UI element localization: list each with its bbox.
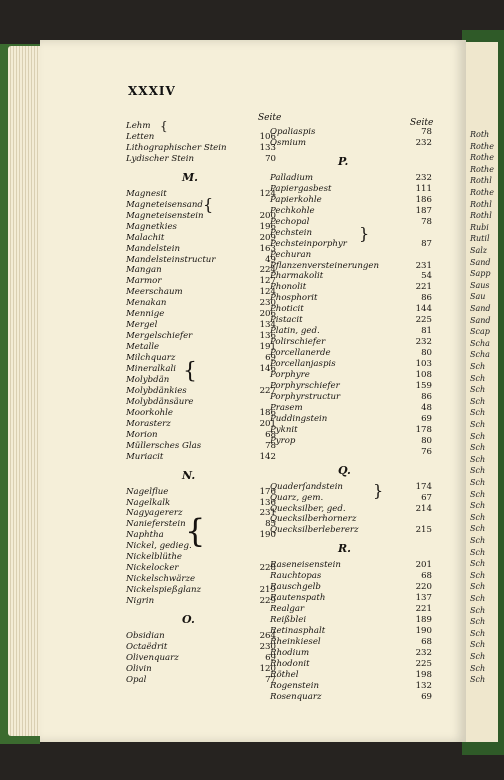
index-entry-name: Pechopal xyxy=(270,216,310,227)
facing-page-fragment: Sch xyxy=(470,536,486,545)
brace: { xyxy=(185,512,206,550)
index-entry-page: 214 xyxy=(415,503,432,514)
index-entry-name: Retinasphalt xyxy=(270,626,326,637)
index-entry-page: 69 xyxy=(265,652,276,663)
index-entry-name: Pechkohle xyxy=(270,205,315,216)
index-entry-name: Molybdänkies xyxy=(126,385,187,396)
index-entry-name: Nanieferstein xyxy=(126,519,186,530)
index-entry-name: Rautenspath xyxy=(270,593,326,604)
index-entry-name: Nagelflue xyxy=(126,486,169,497)
index-entry-name: Palladium xyxy=(270,172,314,183)
index-entry-page: 69 xyxy=(421,691,432,702)
index-entry-name: Pechstein xyxy=(270,227,313,238)
index-entry-page: 80 xyxy=(421,348,432,359)
index-entry-page: 232 xyxy=(415,172,432,183)
index-entry-page: 124 xyxy=(259,188,276,199)
facing-page-fragment: Sch xyxy=(470,420,486,429)
facing-page-fragment: Sch xyxy=(470,524,486,534)
facing-page-fragment: Sch xyxy=(470,663,486,673)
index-entry-name: Rauschgelb xyxy=(270,582,321,593)
index-entry-page: 176 xyxy=(259,486,276,497)
facing-page-fragment: Rutil xyxy=(470,234,490,244)
index-entry-name: Prasem xyxy=(270,402,303,413)
right-column-header: Seite xyxy=(410,118,434,128)
index-entry-name: Quecksilberhornerz xyxy=(270,514,357,525)
index-entry-page: 86 xyxy=(421,293,432,304)
index-entry-page: 78 xyxy=(421,216,432,227)
index-entry-page: 186 xyxy=(259,407,276,418)
index-entry-name: Papiergasbest xyxy=(270,183,332,194)
index-entry-name: Magnesit xyxy=(126,188,167,199)
index-entry-page: 231 xyxy=(259,508,276,519)
facing-page-fragment: Scha xyxy=(470,350,490,360)
index-entry-page: 228 xyxy=(259,563,276,574)
facing-page-fragment: Sch xyxy=(470,466,486,476)
index-entry-page: 227 xyxy=(259,385,276,396)
index-entry-name: Rosenquarz xyxy=(270,691,322,702)
facing-page-fragment: Sch xyxy=(470,628,486,638)
index-entry-page: 189 xyxy=(415,615,432,626)
index-entry-page: 190 xyxy=(259,530,276,541)
index-entry-name: Quecksilber, ged. xyxy=(270,503,346,514)
section-letter: R. xyxy=(338,542,351,556)
index-entry-page: 146 xyxy=(259,364,276,374)
index-entry-name: Quecksilberlebererz xyxy=(270,525,359,536)
index-entry-name: Mangan xyxy=(126,265,162,276)
index-entry-page: 225 xyxy=(415,658,432,669)
index-entry-page: 70 xyxy=(265,153,276,164)
index-entry-name: Mandelstein xyxy=(126,243,181,254)
index-entry-name: Porphyre xyxy=(270,370,310,380)
facing-page-fragment: Rubi xyxy=(470,222,489,232)
section-letter: N. xyxy=(182,468,196,482)
facing-page-fragment: Rothl xyxy=(470,176,492,186)
index-entry-name: Nagelkalk xyxy=(126,497,171,508)
index-entry-page: 221 xyxy=(415,604,432,615)
facing-page-fragment: Sch xyxy=(470,617,486,627)
facing-page-fragment: Sand xyxy=(470,257,491,267)
index-entry-page: 201 xyxy=(415,560,432,571)
index-entry-name: Nigrin xyxy=(126,596,155,607)
index-entry-name: Mergelschiefer xyxy=(126,331,193,342)
index-entry-name: Pistacit xyxy=(270,315,303,326)
index-entry-page: 163 xyxy=(259,243,276,254)
index-entry-page: 106 xyxy=(259,131,276,142)
index-entry-page: 190 xyxy=(415,626,432,637)
index-entry-name: Metalle xyxy=(126,342,160,353)
index-entry-page: 134 xyxy=(259,320,276,331)
facing-page-fragment: Sand xyxy=(470,315,491,325)
index-entry-name: Reißblei xyxy=(270,615,307,626)
index-entry-name: Mergel xyxy=(126,320,158,331)
facing-page-fragment: Sch xyxy=(470,443,486,453)
index-entry-name: Olivenquarz xyxy=(126,652,179,663)
index-entry-name: Polirschiefer xyxy=(270,337,326,348)
section-letter: Q. xyxy=(338,463,351,477)
facing-page-fragment: Sch xyxy=(470,501,486,511)
index-entry-page: 196 xyxy=(259,221,276,232)
index-entry-page: 133 xyxy=(259,142,276,153)
index-entry-page: 77 xyxy=(265,674,276,685)
facing-page-fragment: Rothl xyxy=(470,211,492,221)
index-entry-name: Opaliaspis xyxy=(270,127,316,137)
index-entry-name: Pyrop xyxy=(270,435,296,446)
index-entry-name: Osmium xyxy=(270,137,307,148)
index-entry-page: 230 xyxy=(259,298,276,309)
index-entry-name: Rogenstein xyxy=(270,680,319,691)
index-entry-name: Röthel xyxy=(270,669,299,680)
index-entry-page: 215 xyxy=(415,525,432,536)
facing-page-fragment: Saus xyxy=(470,280,490,290)
facing-page-fragment: Roth xyxy=(470,130,490,139)
index-entry-name: Pflanzenversteinerungen xyxy=(270,260,379,271)
index-entry-name: Meerschaum xyxy=(126,287,183,298)
index-entry-name: Moorkohle xyxy=(126,407,174,418)
section-letter: M. xyxy=(182,170,199,184)
index-entry-name: Nagyagererz xyxy=(126,508,183,519)
index-entry-page: 198 xyxy=(415,669,432,680)
facing-page-fragment: Sch xyxy=(470,559,486,569)
index-entry-page: 231 xyxy=(415,260,432,271)
index-entry-name: Rauchtopas xyxy=(270,571,322,582)
index-entry-name: Nickel, gedieg. xyxy=(126,541,192,552)
index-entry-page: 108 xyxy=(415,370,432,380)
index-entry-page: 219 xyxy=(259,585,276,596)
facing-page-fragment: Salz xyxy=(470,246,488,255)
index-entry-page: 111 xyxy=(415,183,432,194)
index-entry-page: 78 xyxy=(265,440,276,451)
facing-page-fragment: Rothe xyxy=(470,164,494,174)
index-entry-page: 225 xyxy=(415,315,432,326)
index-entry-page: 224 xyxy=(259,265,276,276)
index-entry-page: 229 xyxy=(259,596,276,607)
facing-page-fragment: Sch xyxy=(470,385,486,395)
index-entry-name: Puddingstein xyxy=(270,413,328,424)
index-entry-name: Magneteisenstein xyxy=(126,210,204,221)
index-entry-name: Marmor xyxy=(126,276,162,287)
index-entry-page: 191 xyxy=(259,342,276,353)
index-entry-name: Platin, ged. xyxy=(270,326,320,337)
index-entry-name: Letten xyxy=(126,131,155,142)
index-entry-page: 68 xyxy=(421,571,432,582)
facing-page-fragment: Sch xyxy=(470,640,486,650)
index-entry-name: Mennige xyxy=(126,309,165,320)
index-entry-page: 206 xyxy=(259,309,276,320)
index-entry-page: 144 xyxy=(415,304,432,315)
index-entry-name: Octaëdrit xyxy=(126,641,168,652)
brace: } xyxy=(373,481,384,500)
index-entry-name: Porcellanerde xyxy=(270,348,331,359)
index-entry-page: 127 xyxy=(259,276,276,287)
facing-page-fragment: Sand xyxy=(470,304,491,313)
index-entry-page: 221 xyxy=(415,282,432,293)
index-entry-page: 230 xyxy=(259,641,276,652)
index-entry-name: Lydischer Stein xyxy=(126,153,195,164)
index-entry-name: Milchquarz xyxy=(126,353,176,364)
brace: { xyxy=(203,195,214,214)
index-entry-page: 186 xyxy=(415,194,432,205)
index-entry-name: Nickelspießglanz xyxy=(126,585,202,596)
index-entry-name: Opal xyxy=(126,674,147,685)
index-entry-page: 76 xyxy=(421,446,432,457)
index-entry-name: Obsidian xyxy=(126,631,165,641)
facing-page-fragment: Sch xyxy=(470,547,486,557)
index-entry-page: 48 xyxy=(421,402,432,413)
index-entry-name: Lithographischer Stein xyxy=(126,142,227,153)
index-entry-name: Porphyrschiefer xyxy=(270,380,340,391)
index-entry-name: Olivin xyxy=(126,663,152,674)
index-entry-page: 137 xyxy=(415,593,432,604)
index-entry-page: 232 xyxy=(415,137,432,148)
index-entry-page: 220 xyxy=(415,582,432,593)
index-entry-page: 103 xyxy=(415,359,432,370)
index-entry-name: Pechuran xyxy=(270,249,312,260)
facing-page-fragment: Sch xyxy=(470,582,486,592)
facing-page-fragment: Sch xyxy=(470,512,486,522)
index-entry-page: 81 xyxy=(421,326,432,337)
index-entry-name: Rheinkiesel xyxy=(270,637,321,647)
index-entry-page: 69 xyxy=(421,413,432,424)
index-entry-page: 200 xyxy=(259,210,276,221)
facing-page-fragment: Sch xyxy=(470,489,486,499)
index-entry-name: Molybdänsäure xyxy=(126,396,194,407)
index-entry-name: Raseneisenstein xyxy=(270,560,341,571)
index-entry-page: 187 xyxy=(415,205,432,216)
index-entry-page: 68 xyxy=(265,429,276,440)
section-letter: P. xyxy=(338,154,349,168)
facing-page-fragment: Sch xyxy=(470,431,486,441)
index-entry-name: Naphtha xyxy=(126,530,164,541)
index-entry-page: 67 xyxy=(421,492,432,503)
index-entry-page: 201 xyxy=(259,418,276,429)
index-entry-page: 132 xyxy=(415,680,432,691)
facing-page-fragment: Sch xyxy=(470,373,486,383)
index-entry-name: Mandelsteinstructur xyxy=(126,254,216,265)
index-entry-page: 142 xyxy=(259,451,276,462)
index-entry-name: Phonolit xyxy=(270,282,307,293)
index-entry-page: 209 xyxy=(259,232,276,243)
facing-page-fragment: Sch xyxy=(470,396,486,406)
index-entry-page: 159 xyxy=(415,380,432,391)
facing-page-fragment: Sch xyxy=(470,478,486,487)
index-entry-page: 69 xyxy=(265,353,276,364)
brace: { xyxy=(183,359,197,384)
index-entry-name: Mineralkali xyxy=(126,364,176,374)
facing-page-fragment: Rothe xyxy=(470,188,494,197)
index-entry-name: Pechsteinporphyr xyxy=(270,238,347,249)
facing-page-fragment: Sch xyxy=(470,570,486,580)
facing-page-fragment: Sch xyxy=(470,408,486,418)
index-entry-page: 174 xyxy=(415,481,432,492)
facing-page-fragment: Scha xyxy=(470,338,490,348)
index-entry-page: 178 xyxy=(415,424,432,435)
index-entry-name: Muriacit xyxy=(126,451,164,462)
index-entry-page: 120 xyxy=(259,663,276,674)
section-letter: O. xyxy=(182,613,195,626)
index-entry-page: 264 xyxy=(259,631,276,641)
index-entry-page: 87 xyxy=(421,238,432,249)
index-entry-name: Pyknit xyxy=(270,424,298,435)
index-entry-name: Quaderſandstein xyxy=(270,481,343,492)
facing-page-fragment: Sch xyxy=(470,454,486,464)
index-entry-page: 85 xyxy=(265,519,276,530)
index-entry-name: Magnetkies xyxy=(126,221,177,232)
index-entry-page: 124 xyxy=(259,287,276,298)
facing-page-fragment: Sch xyxy=(470,594,486,603)
index-entry-name: Realgar xyxy=(270,604,305,615)
facing-page-fragment: Sch xyxy=(470,605,486,615)
facing-page-fragment: Scap xyxy=(470,327,490,337)
index-entry-name: Lehm xyxy=(126,121,151,131)
brace: } xyxy=(359,224,370,243)
index-entry-page: 80 xyxy=(421,435,432,446)
facing-page-fragment: Rothe xyxy=(470,141,494,151)
index-entry-name: Malachit xyxy=(126,232,165,243)
index-entry-page: 136 xyxy=(259,497,276,508)
index-entry-page: 86 xyxy=(421,391,432,402)
brace: { xyxy=(160,119,168,133)
facing-page-fragment: Sch xyxy=(470,362,486,371)
index-entry-name: Molybdän xyxy=(126,374,170,385)
index-entry-name: Müllersches Glas xyxy=(126,440,202,451)
index-entry-name: Porphyrstructur xyxy=(270,391,341,402)
index-entry-name: Phosphorit xyxy=(270,293,318,304)
index-entry-page: 54 xyxy=(421,271,432,282)
index-entry-name: Pharmakolit xyxy=(270,271,324,282)
index-entry-name: Papierkohle xyxy=(270,194,322,205)
page-number: XXXIV xyxy=(128,84,176,98)
index-entry-name: Rhodium xyxy=(270,647,310,658)
index-entry-name: Nickelblüthe xyxy=(126,552,182,563)
index-entry-name: Morion xyxy=(126,429,158,440)
facing-page-fragment: Sapp xyxy=(470,269,491,279)
index-entry-name: Photicit xyxy=(270,304,304,315)
index-entry-name: Morasterz xyxy=(126,418,171,429)
left-column-header: Seite xyxy=(258,113,282,123)
facing-page-fragment: Rothe xyxy=(470,153,494,163)
index-entry-name: Nickelocker xyxy=(126,563,179,574)
index-entry-name: Menakan xyxy=(126,298,167,309)
facing-page-fragment: Sch xyxy=(470,652,486,661)
index-entry-name: Nickelschwärze xyxy=(126,574,196,585)
facing-page-strip xyxy=(466,42,498,742)
index-entry-name: Rhodonit xyxy=(270,658,310,669)
index-entry-name: Magneteisensand xyxy=(126,199,203,210)
index-entry-page: 68 xyxy=(421,637,432,647)
facing-page-fragment: Rothl xyxy=(470,199,492,209)
index-entry-page: 232 xyxy=(415,337,432,348)
index-entry-page: 78 xyxy=(421,127,432,137)
index-entry-page: 136 xyxy=(259,331,276,342)
index-entry-name: Porcellanjaspis xyxy=(270,359,336,370)
facing-page-fragment: Sch xyxy=(470,675,486,685)
index-entry-name: Quarz, gem. xyxy=(270,492,324,503)
index-entry-page: 232 xyxy=(415,647,432,658)
facing-page-fragment: Sau xyxy=(470,292,486,302)
index-entry-page: 49 xyxy=(265,254,276,265)
